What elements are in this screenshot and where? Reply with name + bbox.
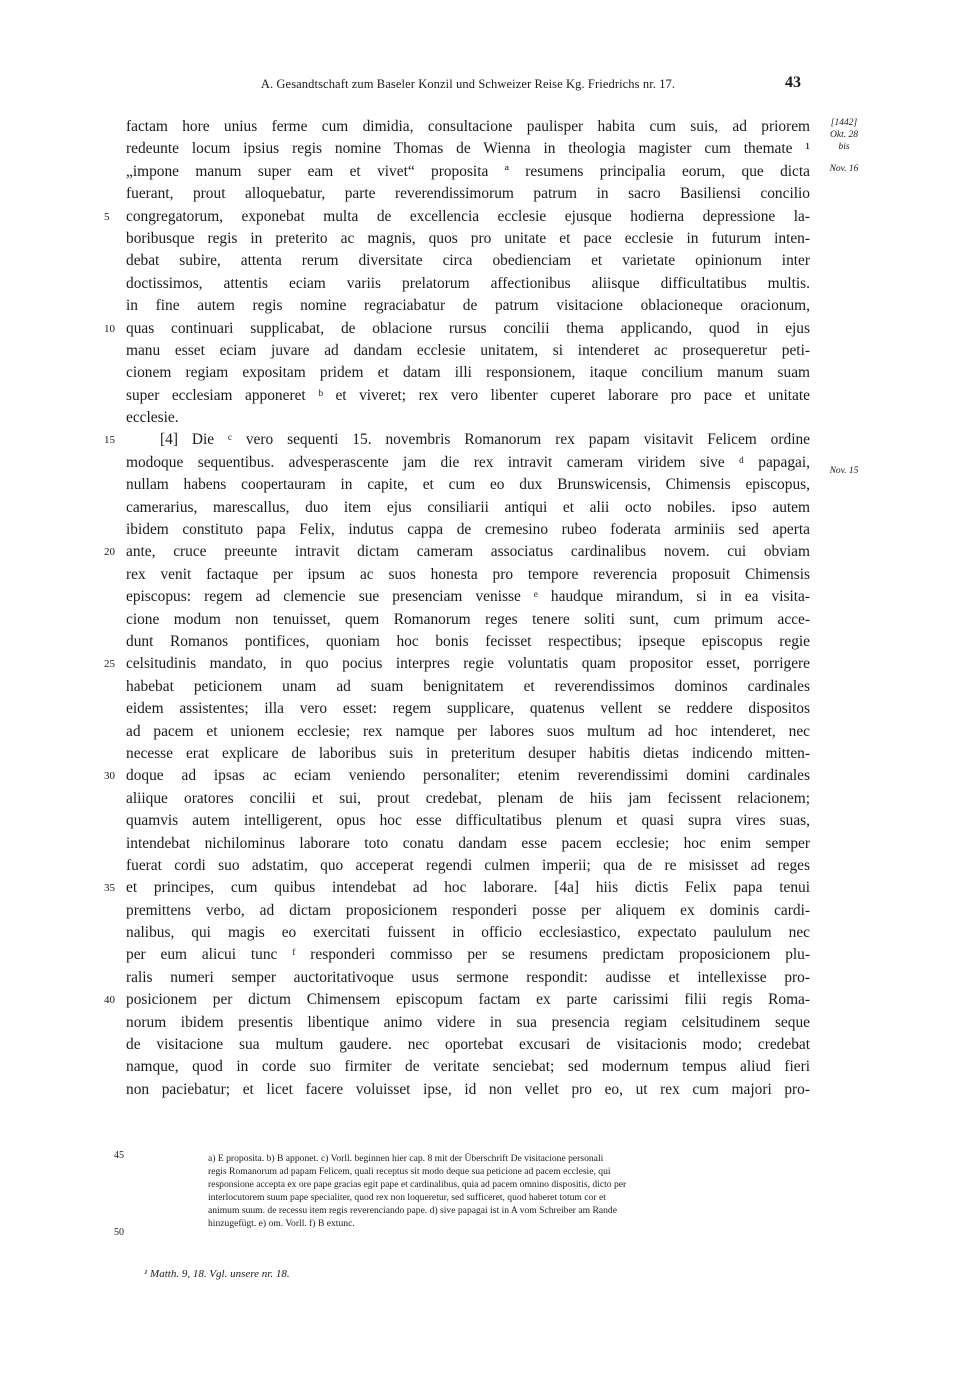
- line-text: cionem regiam expositam pridem et datam illi responsionem, itaque concilium manum suam: [126, 364, 810, 382]
- line-text: aliique oratores concilii et sui, prout credebat, plenam de hiis jam fecissent relacionem;: [126, 789, 810, 807]
- line-text: ante, cruce preeunte intravit dictam cameram associatus cardinalibus novem. cui obviam: [126, 543, 810, 561]
- text-line: [104, 765, 810, 787]
- running-title: A. Gesandtschaft zum Baseler Konzil und Schweizer Reise Kg. Friedrichs nr. 17.: [260, 77, 676, 91]
- line-text: non paciebatur; et licet facere voluisset ipse, id non vellet pro eo, ut rex cum majori pro-: [126, 1080, 810, 1098]
- page-number: 43: [785, 74, 801, 91]
- text-line: [126, 497, 810, 519]
- line-text: norum ibidem presentis libentique animo videre in sua presencia regiam celsitudinem seque: [126, 1013, 810, 1031]
- text-line: [126, 967, 810, 989]
- text-line: [126, 944, 810, 966]
- line-text: in fine autem regis nomine regraciabatur de patrum visitacione oblacioneque oracionum,: [126, 297, 810, 315]
- line-number: 30: [104, 770, 115, 783]
- text-line: [126, 631, 810, 653]
- text-line: [126, 519, 810, 541]
- margin-note-year: [1442]: [830, 118, 858, 128]
- line-text: congregatorum, exponebat multa de excellencia ecclesie ejusque hodierna depressione la-: [126, 207, 810, 225]
- line-number: 5: [104, 210, 110, 223]
- line-text: super ecclesiam apponeret ᵇ et viveret; rex vero libenter cuperet laborare pro pace et unitate: [126, 386, 810, 404]
- text-line: [126, 407, 810, 429]
- text-line: [126, 922, 810, 944]
- text-line: [126, 340, 810, 362]
- line-text: debat subire, attenta rerum diversitate circa obedienciam et varietate opinionum inter: [126, 252, 810, 270]
- text-line: [126, 1034, 810, 1056]
- text-line: [126, 116, 810, 138]
- line-text: celsitudinis mandato, in quo pocius interpres regie voluntatis quam propositor esset, porrigere: [126, 655, 810, 673]
- text-line: [104, 318, 810, 340]
- line-text: manu esset eciam juvare ad dandam ecclesie unitatem, si intenderet ac prosequeretur peti-: [126, 341, 810, 359]
- footnotes: [208, 1152, 812, 1230]
- margin-note-bis: bis: [838, 142, 850, 152]
- line-text: ecclesie.: [126, 409, 179, 427]
- line-text: nullam habens coopertauram in capite, et cum eo dux Brunswicensis, Chimensis episcopus,: [126, 476, 810, 494]
- text-line: [126, 810, 810, 832]
- text-line: [126, 1079, 810, 1101]
- line-text: habebat peticionem unam ad suam benignitatem et reverendissimos dominos cardinales: [126, 677, 810, 695]
- main-text: [104, 116, 810, 1101]
- line-number: 10: [104, 322, 115, 335]
- text-line: [126, 1012, 810, 1034]
- text-line: [126, 743, 810, 765]
- line-text: et principes, cum quibus intendebat ad hoc laborare. [4a] hiis dictis Felix papa tenui: [126, 879, 810, 897]
- line-text: cione modum non tenuisset, quem Romanorum reges tenere soliti sunt, cum primum acce-: [126, 610, 810, 628]
- line-number: 25: [104, 658, 115, 671]
- text-line: [126, 833, 810, 855]
- footnote-line-number: 50: [114, 1227, 124, 1238]
- line-text: fuerant, prout alloquebatur, parte reverendissimorum patrum in sacro Basiliensi concilio: [126, 185, 810, 203]
- text-line: [104, 653, 810, 675]
- line-text: ralis numeri semper auctoritativoque usus sermone respondit: audisse et intellexisse pro-: [126, 968, 810, 986]
- line-text: per eum alicui tunc ᶠ responderi commisso per se resumens predictam proposicionem plu-: [126, 946, 810, 964]
- text-line: [126, 855, 810, 877]
- line-text: redeunte locum ipsius regis nomine Thomas de Wienna in theologia magister cum themate ¹: [126, 140, 810, 158]
- text-line: [126, 295, 810, 317]
- text-line: [126, 698, 810, 720]
- margin-note-date-mid: Nov. 15: [829, 466, 859, 476]
- footnote-line: animum suum. de recessu item regis reverenciando pape. d) sive papagai ist in A vom Schreiber am Rande: [208, 1205, 617, 1216]
- text-line: [126, 788, 810, 810]
- text-line: [126, 250, 810, 272]
- text-line: [126, 273, 810, 295]
- line-number: 20: [104, 546, 115, 559]
- footnote-line: responsione accepta ex ore pape gracias egit pape et cardinalibus, quia ad pacem omnino dispositis, dicto per: [208, 1179, 627, 1190]
- line-text: dunt Romanos pontifices, quoniam hoc bonis fecisset respectibus; ipseque episcopus regie: [126, 632, 810, 650]
- text-line: [126, 228, 810, 250]
- text-line: [126, 900, 810, 922]
- line-text: rex venit factaque per ipsum ac suos honesta pro tempore reverencia proposuit Chimensis: [126, 565, 810, 583]
- line-text: namque, quod in corde suo firmiter de veritate senciebat; sed modernum tempus aliud fieri: [126, 1058, 810, 1076]
- text-line: [126, 161, 810, 183]
- footnote-line: regis Romanorum ad papam Felicem, quali receptus sit modo deque sua peticione ad pacem ecclesie, qui: [208, 1166, 611, 1177]
- line-text: ad pacem et unionem ecclesie; rex namque per labores suos multum ad hoc intenderet, nec: [126, 722, 810, 740]
- line-text: doque ad ipsas ac eciam veniendo personaliter; etenim reverendissimi domini cardinales: [126, 767, 810, 785]
- source-note: ¹ Matth. 9, 18. Vgl. unsere nr. 18.: [144, 1268, 290, 1280]
- line-text: posicionem per dictum Chimensem episcopum factam ex parte carissimi filii regis Roma-: [126, 991, 810, 1009]
- text-line: [104, 989, 810, 1011]
- text-line: [126, 564, 810, 586]
- text-line: [126, 609, 810, 631]
- text-line: [104, 877, 810, 899]
- line-text: episcopus: regem ad clemencie sue presenciam venisse ᵉ haudque mirandum, si in ea visita-: [126, 588, 810, 606]
- footnote-line-number: 45: [114, 1150, 124, 1161]
- text-line: [126, 183, 810, 205]
- line-text: „impone manum super eam et vivet“ proposita ª resumens principalia eorum, que dicta: [126, 162, 810, 180]
- line-text: ibidem constituto papa Felix, indutus cappa de cremesino rubeo foderata arminiis sed aperta: [126, 521, 810, 539]
- line-text: doctissimos, attentis eciam variis prelatorum affectionibus aliisque difficultatibus multis.: [126, 274, 810, 292]
- line-text: quamvis autem intelligerent, opus hoc esse difficultatibus plenum et quasi supra vires suas,: [126, 812, 810, 830]
- text-line: [126, 676, 810, 698]
- line-text: modoque sequentibus. advesperascente jam die rex intravit cameram viridem sive ᵈ papagai,: [126, 453, 810, 471]
- text-line: [104, 541, 810, 563]
- line-number: 15: [104, 434, 115, 447]
- line-text: camerarius, marescallus, duo item ejus consiliarii antiqui et alii octo nobiles. ipso autem: [126, 498, 810, 516]
- text-line: [126, 138, 810, 160]
- footnote-line: a) E proposita. b) B apponet. c) Vorll. beginnen hier cap. 8 mit der Überschrift De visitacione personali: [208, 1153, 604, 1164]
- line-text: eidem assistentes; illa vero esset: regem supplicare, quatenus vellent se reddere dispositos: [126, 700, 810, 718]
- text-line: [126, 1056, 810, 1078]
- line-text: boribusque regis in preterito ac magnis, quos pro unitate et pace ecclesie in futurum inten-: [126, 229, 810, 247]
- line-text: premittens verbo, ad dictam proposicionem responderi posse per aliquem ex dominis cardi-: [126, 901, 810, 919]
- text-line: [126, 586, 810, 608]
- text-line: [126, 362, 810, 384]
- text-line: [126, 452, 810, 474]
- line-number: 40: [104, 994, 115, 1007]
- footnote-line: interlocutorem suum pape specialiter, quod rex non loqueretur, sed sufficeret, quod haberet totum cor et: [208, 1192, 606, 1203]
- footnote-line: hinzugefügt. e) om. Vorll. f) B extunc.: [208, 1218, 355, 1229]
- text-line: [126, 721, 810, 743]
- line-text: necesse erat explicare de laboribus suis in preteritum desuper habitis dietas indicendo mitten-: [126, 744, 810, 762]
- margin-note-date-from: Okt. 28: [830, 130, 858, 140]
- line-text: fuerat cordi suo adstatim, quo acceperat regendi culmen imperii; qua de re misisset ad reges: [126, 856, 810, 874]
- line-text: factam hore unius ferme cum dimidia, consultacione paulisper habita cum suis, ad priorem: [126, 118, 810, 135]
- text-line: [126, 474, 810, 496]
- line-text: de visitacione sua multum gaudere. nec oportebat excusari de visitacionis modo; credebat: [126, 1036, 810, 1054]
- line-text: quas continuari supplicabat, de oblacione rursus concilii thema applicando, quod in ejus: [126, 319, 810, 337]
- margin-note-date-to: Nov. 16: [829, 164, 859, 174]
- text-line: [104, 429, 810, 451]
- line-text: intendebat nichilominus laborare toto conatu dandam esse pacem ecclesie; hoc enim semper: [126, 834, 810, 852]
- line-number: 35: [104, 882, 115, 895]
- line-text: [4] Die ᶜ vero sequenti 15. novembris Romanorum rex papam visitavit Felicem ordine: [160, 431, 810, 449]
- text-line: [126, 385, 810, 407]
- text-line: [104, 206, 810, 228]
- line-text: nalibus, qui magis eo exercitati fuissent in officio ecclesiastico, expectato paululum nec: [126, 924, 810, 942]
